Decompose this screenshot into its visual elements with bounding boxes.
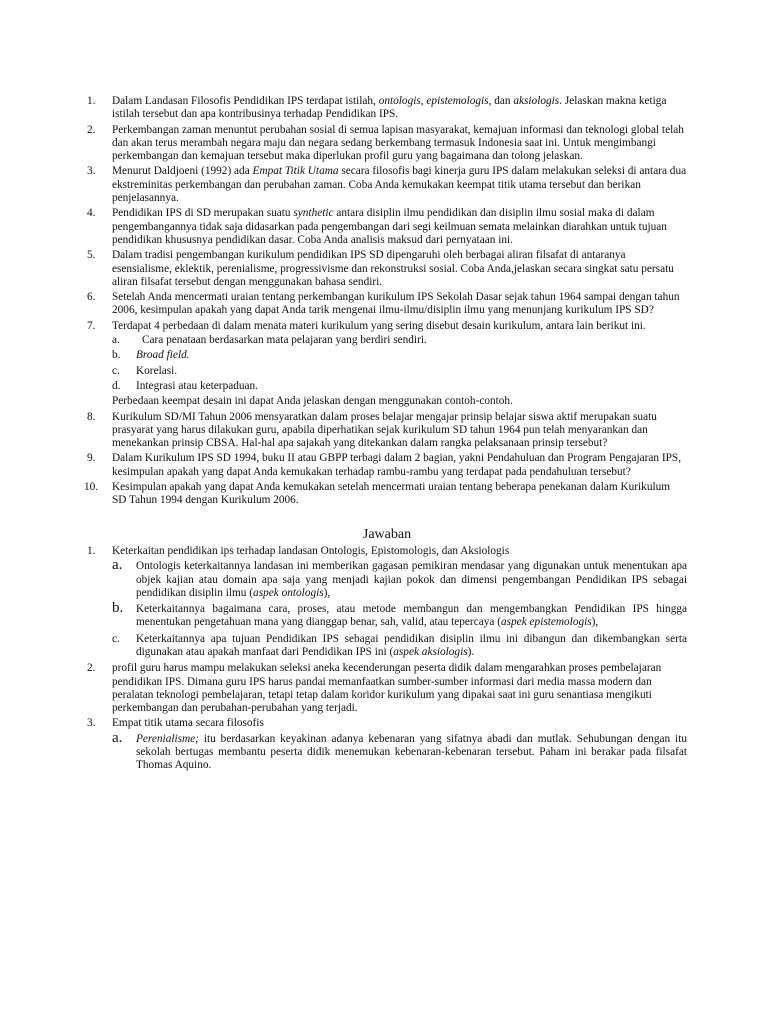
answer-sub-text <box>136 560 687 600</box>
text-run: Pendidikan IPS di SD merupakan suatu <box>112 207 294 220</box>
text-run: Keterkaitan pendidikan ips terhadap landasan Ontologis, Epistomologis, dan Aksiologis <box>112 544 510 557</box>
question-number: 6. <box>87 291 96 304</box>
answer-sub-letter: c. <box>112 632 120 645</box>
question-number: 1. <box>87 95 96 107</box>
question-text <box>112 95 687 122</box>
question-text <box>112 320 687 333</box>
italic-term: aksiologis <box>513 95 560 107</box>
sub-question-letter: d. <box>112 379 121 392</box>
text-run: Ontologis keterkaitannya landasan ini memberikan gagasan pemikiran mendasar yang digunakan untuk menentukan apa objek kajian atau domain apa saja yang menjadi kajian pokok dan dimensi pengembangan Pendidikan IPS sebagai pendidikan disiplin ilmu ( <box>136 560 687 599</box>
text-run: Dalam Kurikulum IPS SD 1994, buku II atau GBPP terbagi dalam 2 bagian, yakni Pendahuluan dan Program Pengajaran IPS, kesimpulan apakah yang dapat Anda kemukakan terhadap rambu-rambu yang terdapat pada pendahuluan tersebut? <box>112 452 682 478</box>
sub-question-text: Integrasi atau keterpaduan. <box>136 379 259 392</box>
question-number: 3. <box>87 165 96 178</box>
question-item <box>87 207 687 247</box>
answer-text <box>112 662 687 715</box>
question-list <box>84 95 687 508</box>
answer-text <box>112 717 687 730</box>
answer-list <box>87 545 687 773</box>
question-item <box>87 249 687 289</box>
answer-sub-item <box>112 600 687 630</box>
text-run: Dalam Landasan Filosofis Pendidikan IPS terdapat istilah, <box>112 95 379 107</box>
question-number: 5. <box>87 249 96 262</box>
answer-item <box>87 717 687 772</box>
text-run: . Jelaskan makna ketiga istilah tersebut dan apa kontribusinya terhadap Pendidikan IPS. <box>112 95 667 121</box>
question-item <box>87 452 687 479</box>
italic-term: epistemologis <box>426 95 489 107</box>
italic-term: ontologis <box>378 95 421 107</box>
text-run: secara filosofis bagi kinerja guru IPS dalam melakukan seleksi di antara dua ekstreminitas perkembangan dan perubahan zaman. Coba Anda kemukakan keempat titik utama tersebut dan berikan penjelasannya. <box>112 165 687 205</box>
question-text <box>112 165 687 205</box>
question-item <box>87 165 687 205</box>
sub-question-item <box>112 380 687 393</box>
sub-question-item <box>112 365 687 378</box>
sub-question-letter: a. <box>112 334 120 347</box>
question-text <box>112 124 687 164</box>
answer-sub-text <box>136 603 687 630</box>
sub-question-letter: c. <box>112 364 120 377</box>
question-tail-text: Perbedaan keempat desain ini dapat Anda jelaskan dengan menggunakan contoh-contoh. <box>112 395 513 408</box>
answer-sub-item <box>112 729 687 773</box>
italic-term: aspek epistemologis <box>500 616 592 629</box>
text-run: antara disiplin ilmu pendidikan dan disiplin ilmu sosial maka di dalam pengembangannya tidak saja didasarkan pada pengembangan dari segi keilmuan semata melainkan diarahkan untuk tujuan pendidikan khususnya pendidikan dasar. Coba Anda analisis maksud dari pernyataan ini. <box>112 207 667 246</box>
answer-sub-letter: b. <box>112 600 124 617</box>
answer-sub-text <box>136 633 687 660</box>
question-text <box>112 481 687 508</box>
text-run: ), <box>591 616 599 629</box>
text-run: Setelah Anda mencermati uraian tentang perkembangan kurikulum IPS Sekolah Dasar sejak tahun 1964 sampai dengan tahun 2006, kesimpulan apakah yang dapat Anda tarik mengenai ilmu-ilmu/disiplin ilmu yang menunjang kurikulum IPS SD? <box>112 291 680 317</box>
sub-question-text: Cara penataan berdasarkan mata pelajaran yang berdiri sendiri. <box>142 334 427 347</box>
question-text <box>112 452 687 479</box>
text-run: Perkembangan zaman menuntut perubahan sosial di semua lapisan masyarakat, kemajuan informasi dan teknologi global telah dan akan terus merambah negara maju dan negara sedang berkembang termasuk Indonesia saat ini. Untuk mengimbangi perkembangan dan kemajuan tersebut maka diperlukan profil guru yang bagaimana dan tolong jelaskan. <box>112 123 684 163</box>
question-item <box>87 95 687 122</box>
answer-sub-item <box>112 557 687 600</box>
italic-term: Empat Titik Utama <box>252 165 339 178</box>
answers-heading: Jawaban <box>362 526 412 542</box>
text-run: profil guru harus mampu melakukan seleksi aneka kecenderungan peserta didik dalam mengarahkan proses pembelajaran pendidikan IPS. Dimana guru IPS harus pandai memanfaatkan sumber-sumber informasi dari media massa modern dan peralatan teknologi pembelajaran, tetapi tetap dalam koridor kurikulum yang dipakai saat ini guru senantiasa mengikuti perkembangan dan perubahan-perubahan yang terjadi. <box>112 662 662 715</box>
question-text <box>112 291 687 318</box>
text-run: Empat titik utama secara filosofis <box>112 717 264 730</box>
sub-question-text: Korelasi. <box>136 364 178 377</box>
answer-item <box>87 545 687 659</box>
question-text <box>112 411 687 451</box>
answer-sub-item <box>112 633 687 660</box>
sub-question-list <box>112 334 687 393</box>
text-run: ), <box>323 586 331 599</box>
text-run: Kurikulum SD/MI Tahun 2006 mensyaratkan dalam proses belajar mengajar prinsip belajar siswa aktif merupakan suatu prasyarat yang harus dilakukan guru, apabila diperhatikan sejak kurikulum SD tahun 1964 pun telah menyarankan dan menekankan prinsip CBSA. Hal-hal apa sajakah yang ditekankan dalam rangka pelaksanaan prinsip tersebut? <box>112 410 657 450</box>
question-item <box>87 411 687 451</box>
text-run: Dalam tradisi pengembangan kurikulum pendidikan IPS SD dipengaruhi oleh berbagai aliran filsafat di antaranya esensialisme, eklektik, perenialisme, progressivisme dan rekonstruksi sosial. Coba Anda,jelaskan secara singkat satu persatu aliran filsafat tersebut dengan menggunakan bahasa sendiri. <box>112 249 674 288</box>
answer-item <box>87 662 687 715</box>
answer-sub-text <box>136 733 687 773</box>
question-number: 10. <box>84 481 99 494</box>
question-item <box>87 291 687 318</box>
text-run: itu berdasarkan keyakinan adanya kebenaran yang sifatnya abadi dan mutlak. Sehubungan dengan itu sekolah bertugas membantu peserta didik menemukan kebenaran-kebenaran tersebut. Paham ini berakar pada filsafat Thomas Aquino. <box>136 732 687 772</box>
document-content <box>84 95 687 776</box>
italic-term: synthetic <box>293 207 334 220</box>
text-run: Keterkaitannya apa tujuan Pendidikan IPS sebagai pendidikan disiplin ilmu ini dibangun dan dikembangkan serta digunakan atau apakah manfaat dari Pendidikan IPS ini ( <box>136 632 687 658</box>
italic-term: Perenialisme; <box>136 732 199 745</box>
sub-question-item <box>112 334 687 347</box>
italic-term: aspek aksiologis <box>393 645 468 658</box>
answer-number: 2. <box>87 662 96 675</box>
text-run: ). <box>467 645 475 658</box>
question-number: 9. <box>87 452 96 465</box>
text-run: Terdapat 4 perbedaan di dalam menata materi kurikulum yang sering disebut desain kurikulum, antara lain berikut ini. <box>112 319 646 332</box>
text-run: , dan <box>488 95 514 107</box>
answer-sub-letter: a. <box>112 729 123 746</box>
text-run: , <box>420 95 427 107</box>
sub-question-item <box>112 349 687 362</box>
text-run: Keterkaitannya bagaimana cara, proses, atau metode membangun dan mengembangkan Pendidikan IPS hingga menentukan pengetahuan mana yang dianggap benar, sah, valid, atau tepercaya ( <box>136 603 687 629</box>
sub-question-letter: b. <box>112 349 121 362</box>
question-number: 2. <box>87 123 96 136</box>
text-run: Kesimpulan apakah yang dapat Anda kemukakan setelah mencermati uraian tentang beberapa penekanan dalam Kurikulum SD Tahun 1994 dengan Kurikulum 2006. <box>112 481 671 507</box>
question-text <box>112 249 687 289</box>
question-item <box>87 124 687 164</box>
answer-sub-letter: a. <box>112 557 123 574</box>
question-text <box>112 207 687 247</box>
text-run: Menurut Daldjoeni (1992) ada <box>112 165 253 178</box>
question-number: 4. <box>87 207 96 220</box>
answer-number: 1. <box>87 544 96 557</box>
italic-term: aspek ontologis <box>253 586 324 599</box>
answer-number: 3. <box>87 717 96 730</box>
sub-question-text: Broad field. <box>136 349 190 362</box>
answer-text <box>112 545 687 558</box>
question-item <box>87 320 687 409</box>
question-number: 8. <box>87 410 96 423</box>
question-number: 7. <box>87 319 96 332</box>
question-item <box>84 481 687 508</box>
